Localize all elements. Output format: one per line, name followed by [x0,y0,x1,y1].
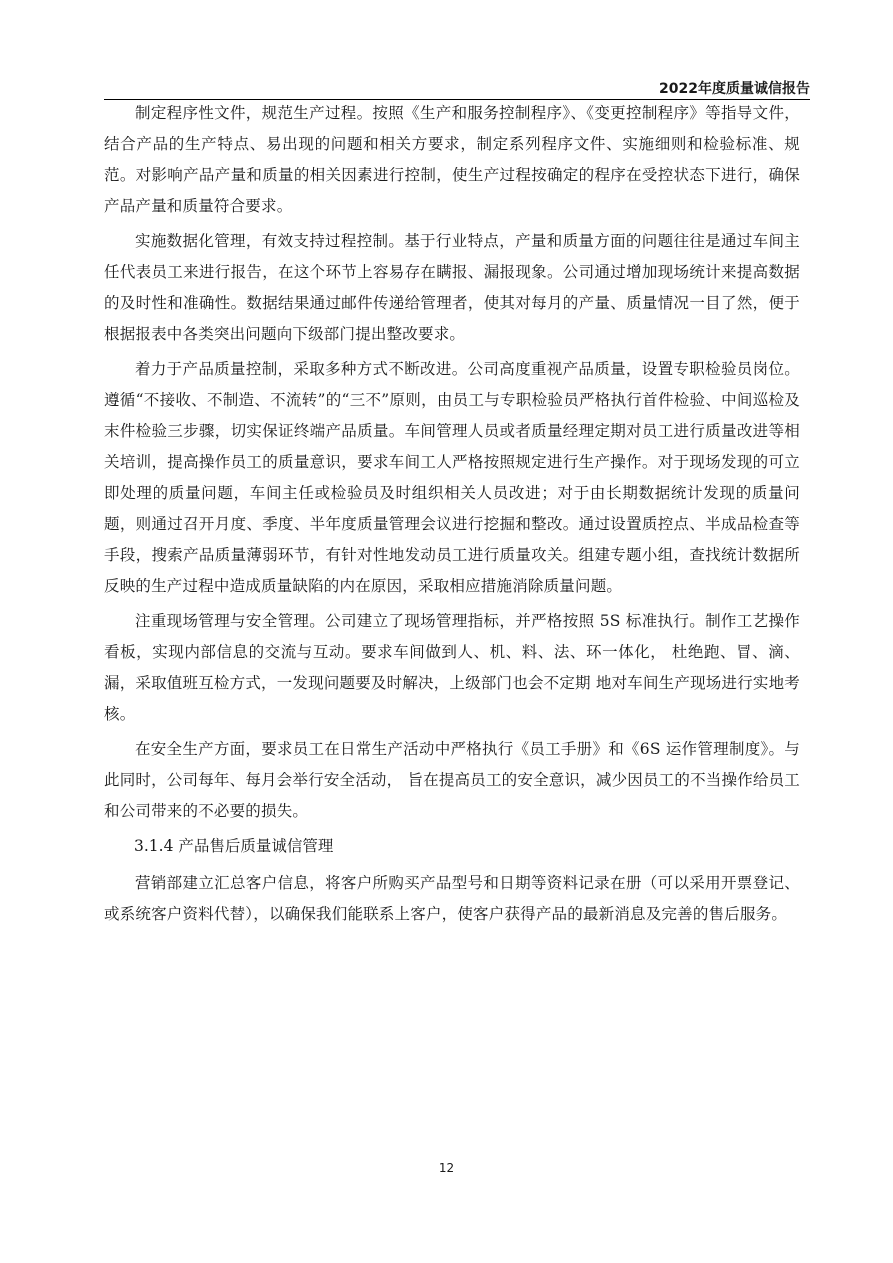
section-heading-after-sales: 3.1.4 产品售后质量诚信管理 [134,837,334,855]
paragraph-after-sales: 营销部建立汇总客户信息，将客户所购买产品型号和日期等资料记录在册（可以采用开票登记、或系统客户资料代替），以确保我们能联系上客户，使客户获得产品的最新消息及完善的售后服务。 [104,874,800,923]
report-header-title: 2022年度质量诚信报告 [659,81,810,97]
paragraph-safety-production: 在安全生产方面，要求员工在日常生产活动中严格执行《员工手册》和《6S 运作管理制度》。与此同时，公司每年、每月会举行安全活动， 旨在提高员工的安全意识，减少因员工的不当操作给员工和公司带来的不必要的损失。 [104,740,800,820]
paragraph-quality-control: 着力于产品质量控制，采取多种方式不断改进。公司高度重视产品质量，设置专职检验员岗位。遵循“不接收、不制造、不流转”的“三不”原则，由员工与专职检验员严格执行首件检验、中间巡检及末件检验三步骤，切实保证终端产品质量。车间管理人员或者质量经理定期对员工进行质量改进等相关培训，提高操作员工的质量意识，要求车间工人严格按照规定进行生产操作。对于现场发现的可立即处理的质量问题，车间主任或检验员及时组织相关人员改进；对于由长期数据统计发现的质量问题，则通过召开月度、季度、半年度质量管理会议进行挖掘和整改。通过设置质控点、半成品检查等手段，搜索产品质量薄弱环节，有针对性地发动员工进行质量攻关。组建专题小组，查找统计数据所反映的生产过程中造成质量缺陷的内在原因，采取相应措施消除质量问题。 [104,360,800,595]
paragraph-procedure-documents: 制定程序性文件，规范生产过程。按照《生产和服务控制程序》、《变更控制程序》等指导文件，结合产品的生产特点、易出现的问题和相关方要求，制定系列程序文件、实施细则和检验标准、规范。对影响产品产量和质量的相关因素进行控制，使生产过程按确定的程序在受控状态下进行，确保产品产量和质量符合要求。 [104,104,800,215]
paragraph-data-management: 实施数据化管理，有效支持过程控制。基于行业特点，产量和质量方面的问题往往是通过车间主任代表员工来进行报告，在这个环节上容易存在瞒报、漏报现象。公司通过增加现场统计来提高数据的及时性和准确性。数据结果通过邮件传递给管理者，使其对每月的产量、质量情况一目了然，便于根据报表中各类突出问题向下级部门提出整改要求。 [104,232,800,343]
page-number: 12 [438,1161,455,1175]
document-body [104,98,800,934]
paragraph-site-safety-management: 注重现场管理与安全管理。公司建立了现场管理指标，并严格按照 5S 标准执行。制作工艺操作看板，实现内部信息的交流与互动。要求车间做到人、机、料、法、环一体化， 杜绝跑、冒、滴、漏，采取值班互检方式，一发现问题要及时解决，上级部门也会不定期 地对车间生产现场进行实地考核。 [104,612,800,723]
